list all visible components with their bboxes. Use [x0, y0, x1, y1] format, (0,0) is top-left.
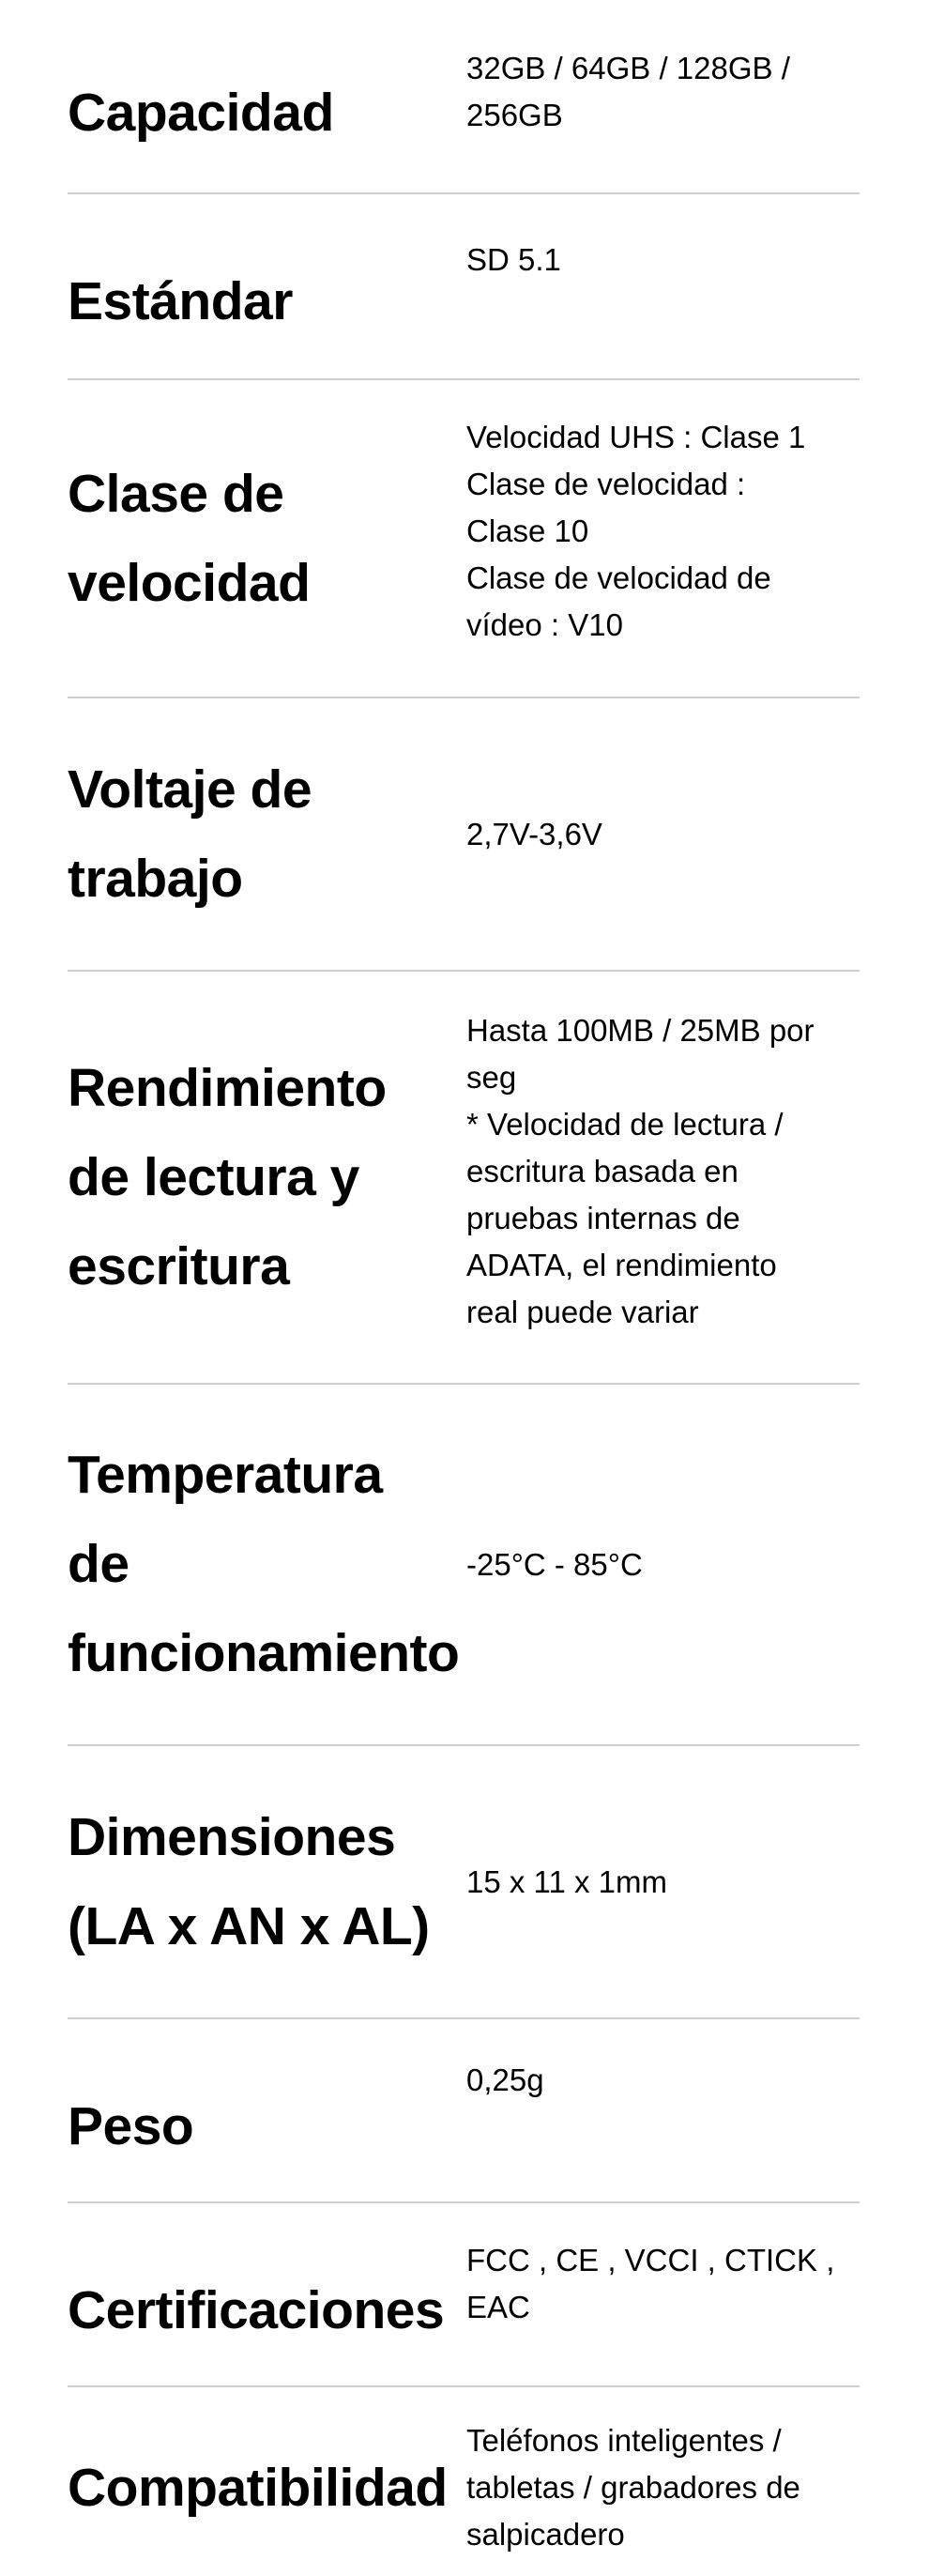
spec-row-capacity: [68, 0, 860, 194]
spec-label: Temperatura de funcionamiento: [68, 1445, 460, 1683]
spec-value: 32GB / 64GB / 128GB / 256GB: [466, 51, 790, 132]
spec-value: SD 5.1: [466, 242, 561, 277]
spec-value: Hasta 100MB / 25MB por seg * Velocidad de lectura / escritura basada en pruebas internas de ADATA, el rendimiento real puede variar: [466, 1013, 815, 1329]
spec-value: 2,7V-3,6V: [466, 816, 602, 851]
spec-label: Rendimiento de lectura y escritura: [68, 1057, 387, 1296]
spec-row-dimensions: [68, 1746, 860, 2019]
spec-label: Certificaciones: [68, 2279, 445, 2340]
spec-value: 15 x 11 x 1mm: [466, 1863, 667, 1899]
spec-row-performance: [68, 972, 860, 1385]
spec-row-certifications: [68, 2203, 860, 2387]
spec-row-compatibility: [68, 2387, 860, 2576]
spec-value: -25°C - 85°C: [466, 1546, 643, 1582]
spec-label: Estándar: [68, 270, 293, 331]
spec-value: FCC , CE , VCCI , CTICK , EAC: [466, 2243, 835, 2324]
spec-row-standard: [68, 194, 860, 380]
spec-value: Velocidad UHS : Clase 1 Clase de velocidad : Clase 10 Clase de velocidad de vídeo : V10: [466, 420, 806, 642]
spec-row-operating-temperature: [68, 1385, 860, 1746]
spec-value: Teléfonos inteligentes / tabletas / grabadores de salpicadero: [466, 2423, 800, 2552]
spec-table: [68, 0, 860, 2576]
spec-label: Peso: [68, 2095, 194, 2156]
spec-row-voltage: [68, 698, 860, 972]
spec-label: Compatibilidad: [68, 2458, 448, 2518]
spec-label: Voltaje de trabajo: [68, 759, 312, 909]
spec-value: 0,25g: [466, 2062, 544, 2097]
spec-row-speed-class: [68, 380, 860, 698]
spec-label: Capacidad: [68, 83, 334, 143]
spec-row-weight: [68, 2019, 860, 2203]
spec-label: Dimensiones (LA x AN x AL): [68, 1806, 430, 1956]
spec-label: Clase de velocidad: [68, 463, 311, 613]
